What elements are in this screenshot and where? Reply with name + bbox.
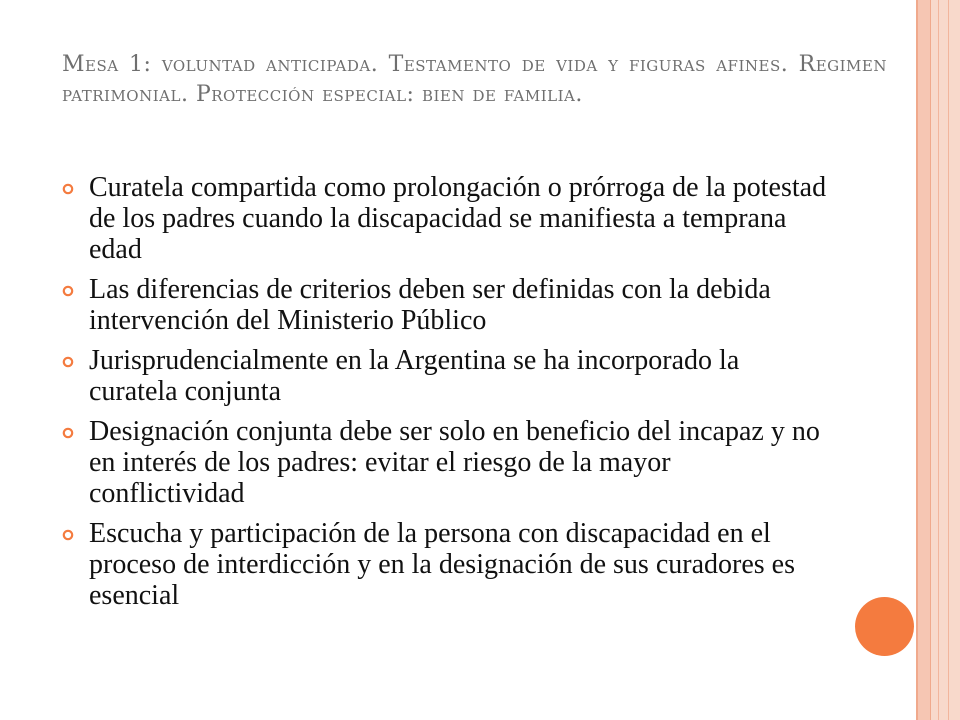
right-stripe-inner — [918, 0, 930, 720]
open-circle-bullet-icon — [62, 356, 74, 368]
open-circle-bullet-icon — [62, 427, 74, 439]
stripe-border-line — [938, 0, 939, 720]
orange-circle-decoration — [855, 597, 914, 656]
slide-title: Mesa 1: voluntad anticipada. Testamento de vida y figuras afines. Regimen patrimonial. Protección especial: bien de familia. — [62, 52, 887, 107]
bullet-text: Escucha y participación de la persona con discapacidad en el proceso de interdicción y en la designación de sus curadores es esencial — [89, 518, 795, 611]
bullet-text: Designación conjunta debe ser solo en beneficio del incapaz y no en interés de los padres: evitar el riesgo de la mayor conflictividad — [89, 416, 820, 509]
open-circle-bullet-icon — [62, 183, 74, 195]
bullet-item — [62, 518, 832, 611]
bullet-text: Curatela compartida como prolongación o prórroga de la potestad de los padres cuando la discapacidad se manifiesta a temprana edad — [89, 172, 827, 265]
bullet-item — [62, 416, 832, 509]
bullet-text: Jurisprudencialmente en la Argentina se ha incorporado la curatela conjunta — [89, 345, 740, 407]
bullet-item — [62, 345, 832, 407]
open-circle-bullet-icon — [62, 285, 74, 297]
bullet-item — [62, 274, 832, 336]
open-circle-bullet-icon — [62, 529, 74, 541]
stripe-border-line — [948, 0, 949, 720]
bullet-text: Las diferencias de criterios deben ser definidas con la debida intervención del Ministerio Público — [89, 274, 771, 336]
bullet-item — [62, 172, 832, 265]
stripe-border-line — [930, 0, 931, 720]
bullet-list — [62, 172, 832, 620]
stripe-border-line — [916, 0, 918, 720]
right-stripe-outer — [930, 0, 960, 720]
